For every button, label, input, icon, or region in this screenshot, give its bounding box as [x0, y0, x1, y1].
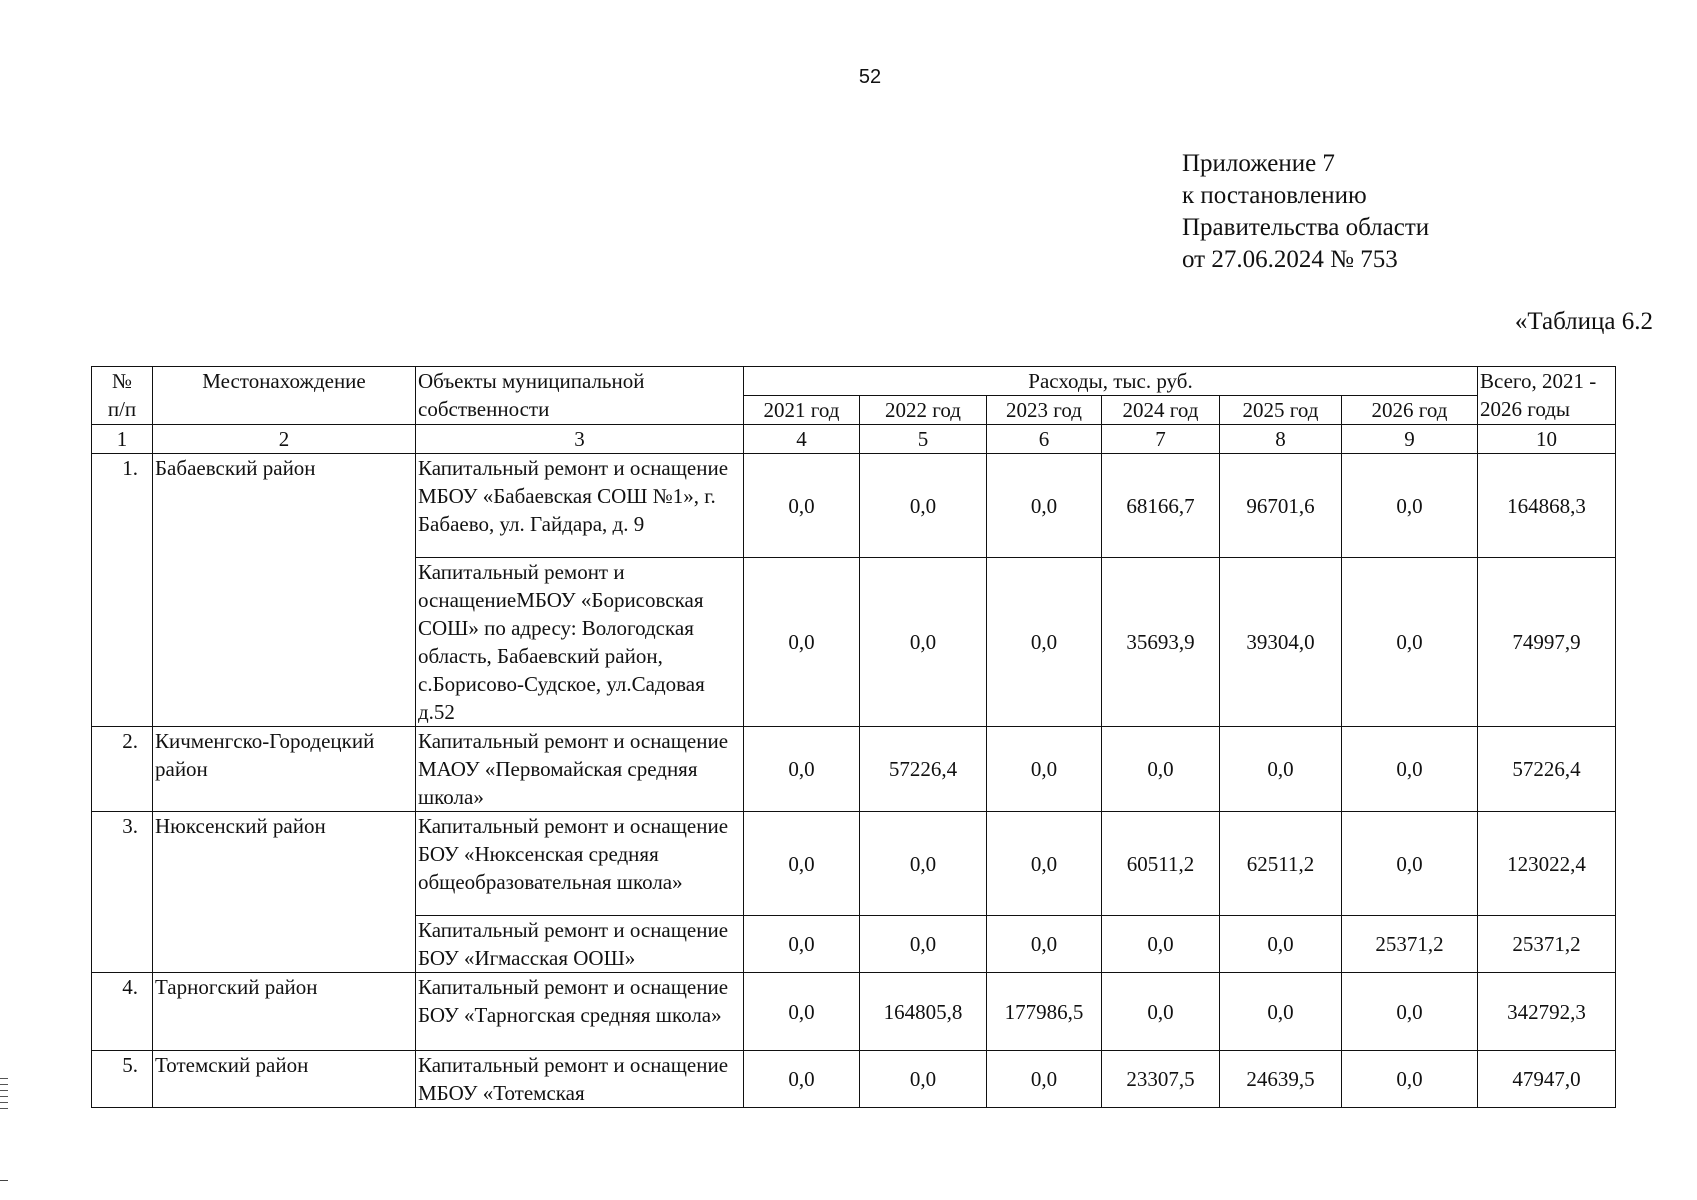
header-number-sign: № [111, 369, 133, 393]
column-number-2: 2 [153, 425, 416, 454]
row-value-2024-год: 0,0 [1102, 916, 1220, 973]
page-number: 52 [858, 66, 882, 88]
row-value-2021-год: 0,0 [744, 812, 860, 916]
row-object: Капитальный ремонт и оснащениеМБОУ «Борисовская СОШ» по адресу: Вологодская область, Бабаевский район, с.Борисово-Судское, ул.Садовая д.52 [416, 558, 744, 727]
row-index: 2. [92, 727, 153, 812]
row-location: Бабаевский район [153, 454, 416, 727]
row-object: Капитальный ремонт и оснащение БОУ «Игмасская ООШ» [416, 916, 744, 973]
row-value-2023-год: 0,0 [987, 916, 1102, 973]
row-total: 47947,0 [1478, 1051, 1616, 1108]
column-number-5: 5 [860, 425, 987, 454]
row-value-2024-год: 0,0 [1102, 727, 1220, 812]
column-number-3: 3 [416, 425, 744, 454]
row-value-2026-год: 0,0 [1342, 727, 1478, 812]
row-value-2021-год: 0,0 [744, 727, 860, 812]
row-value-2021-год: 0,0 [744, 973, 860, 1051]
header-year-3: 2023 год [987, 396, 1102, 425]
row-index: 3. [92, 812, 153, 973]
row-total: 123022,4 [1478, 812, 1616, 916]
row-value-2026-год: 0,0 [1342, 973, 1478, 1051]
row-value-2025-год: 24639,5 [1220, 1051, 1342, 1108]
row-value-2022-год: 0,0 [860, 916, 987, 973]
appendix-line-2: к постановлению [1182, 182, 1367, 209]
header-total: Всего, 2021 - 2026 годы [1478, 367, 1616, 425]
header-year-6: 2026 год [1342, 396, 1478, 425]
column-number-4: 4 [744, 425, 860, 454]
row-index: 5. [92, 1051, 153, 1108]
row-total: 74997,9 [1478, 558, 1616, 727]
row-object: Капитальный ремонт и оснащение МБОУ «Бабаевская СОШ №1», г. Бабаево, ул. Гайдара, д. 9 [416, 454, 744, 558]
header-expenses: Расходы, тыс. руб. [744, 367, 1478, 396]
row-value-2023-год: 0,0 [987, 1051, 1102, 1108]
margin-mark [0, 1180, 8, 1181]
row-value-2024-год: 0,0 [1102, 973, 1220, 1051]
row-value-2021-год: 0,0 [744, 558, 860, 727]
row-object: Капитальный ремонт и оснащение МБОУ «Тотемская [416, 1051, 744, 1108]
row-value-2023-год: 177986,5 [987, 973, 1102, 1051]
row-index: 4. [92, 973, 153, 1051]
header-location: Местонахождение [153, 367, 416, 425]
appendix-line-3: Правительства области [1182, 214, 1430, 241]
column-number-6: 6 [987, 425, 1102, 454]
row-value-2023-год: 0,0 [987, 558, 1102, 727]
row-value-2026-год: 0,0 [1342, 454, 1478, 558]
appendix-line-4: от 27.06.2024 № 753 [1182, 246, 1398, 273]
row-total: 342792,3 [1478, 973, 1616, 1051]
margin-marks [0, 1078, 8, 1109]
row-value-2023-год: 0,0 [987, 454, 1102, 558]
row-value-2025-год: 96701,6 [1220, 454, 1342, 558]
row-index: 1. [92, 454, 153, 727]
table-row [92, 454, 1616, 558]
row-value-2021-год: 0,0 [744, 1051, 860, 1108]
row-value-2022-год: 57226,4 [860, 727, 987, 812]
header-year-1: 2021 год [744, 396, 860, 425]
row-total: 164868,3 [1478, 454, 1616, 558]
table-row [92, 727, 1616, 812]
row-value-2023-год: 0,0 [987, 727, 1102, 812]
table-caption: «Таблица 6.2 [1514, 308, 1653, 335]
header-year-4: 2024 год [1102, 396, 1220, 425]
row-value-2022-год: 0,0 [860, 558, 987, 727]
row-value-2022-год: 0,0 [860, 812, 987, 916]
row-object: Капитальный ремонт и оснащение БОУ «Тарногская средняя школа» [416, 973, 744, 1051]
row-object: Капитальный ремонт и оснащение БОУ «Нюксенская средняя общеобразовательная школа» [416, 812, 744, 916]
row-value-2021-год: 0,0 [744, 916, 860, 973]
column-number-1: 1 [92, 425, 153, 454]
table-body [92, 454, 1616, 1108]
table-row [92, 812, 1616, 916]
row-location: Тотемский район [153, 1051, 416, 1108]
row-object: Капитальный ремонт и оснащение МАОУ «Первомайская средняя школа» [416, 727, 744, 812]
header-objects: Объекты муниципальной собственности [416, 367, 744, 425]
row-location: Кичменгско-Городецкий район [153, 727, 416, 812]
row-value-2024-год: 35693,9 [1102, 558, 1220, 727]
header-year-5: 2025 год [1220, 396, 1342, 425]
header-year-2: 2022 год [860, 396, 987, 425]
row-location: Тарногский район [153, 973, 416, 1051]
row-total: 57226,4 [1478, 727, 1616, 812]
row-value-2022-год: 0,0 [860, 1051, 987, 1108]
row-value-2025-год: 0,0 [1220, 727, 1342, 812]
row-value-2025-год: 0,0 [1220, 973, 1342, 1051]
row-value-2025-год: 0,0 [1220, 916, 1342, 973]
column-number-7: 7 [1102, 425, 1220, 454]
column-number-10: 10 [1478, 425, 1616, 454]
row-value-2024-год: 23307,5 [1102, 1051, 1220, 1108]
table-row [92, 1051, 1616, 1108]
row-value-2022-год: 0,0 [860, 454, 987, 558]
row-location: Нюксенский район [153, 812, 416, 973]
header-number [92, 367, 153, 425]
row-total: 25371,2 [1478, 916, 1616, 973]
table-row [92, 973, 1616, 1051]
appendix-line-1: Приложение 7 [1182, 150, 1335, 177]
appendix-block [1182, 148, 1429, 276]
row-value-2024-год: 60511,2 [1102, 812, 1220, 916]
row-value-2025-год: 39304,0 [1220, 558, 1342, 727]
column-number-9: 9 [1342, 425, 1478, 454]
header-number-pp: п/п [107, 397, 137, 421]
row-value-2021-год: 0,0 [744, 454, 860, 558]
expenses-table [91, 366, 1616, 1108]
row-value-2024-год: 68166,7 [1102, 454, 1220, 558]
row-value-2022-год: 164805,8 [860, 973, 987, 1051]
row-value-2026-год: 0,0 [1342, 1051, 1478, 1108]
column-numbers-row [92, 425, 1616, 454]
column-number-8: 8 [1220, 425, 1342, 454]
row-value-2026-год: 0,0 [1342, 812, 1478, 916]
row-value-2025-год: 62511,2 [1220, 812, 1342, 916]
row-value-2023-год: 0,0 [987, 812, 1102, 916]
row-value-2026-год: 25371,2 [1342, 916, 1478, 973]
row-value-2026-год: 0,0 [1342, 558, 1478, 727]
